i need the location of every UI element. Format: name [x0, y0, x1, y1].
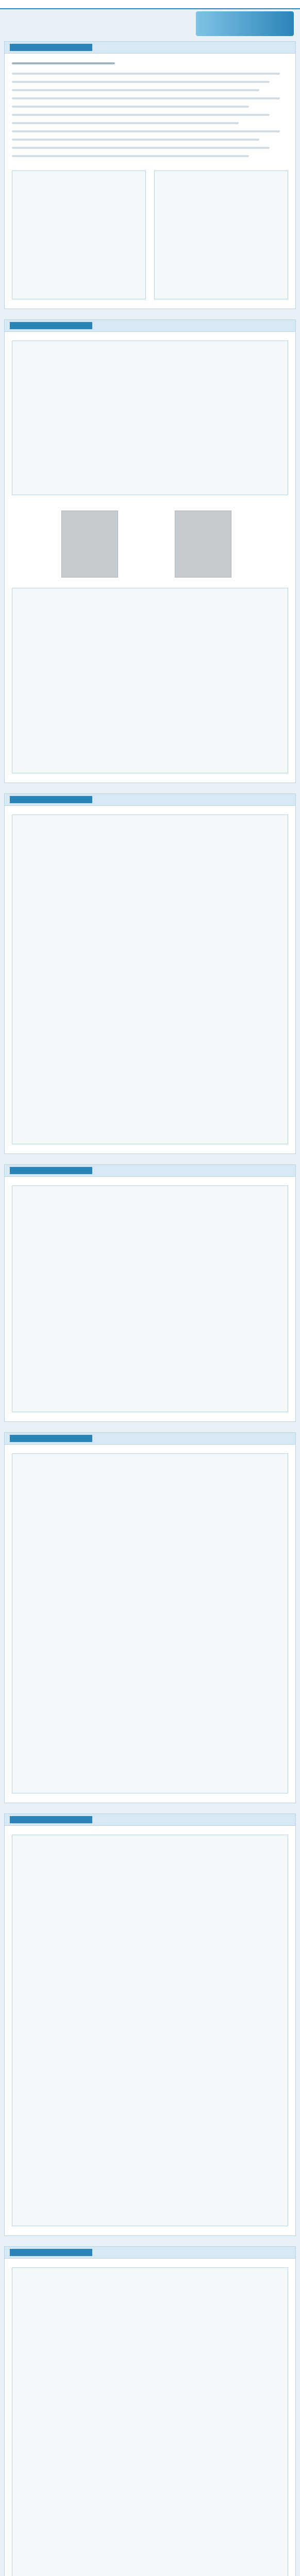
group-box	[12, 1185, 288, 1412]
section-title-placeholder	[10, 2249, 92, 2256]
header-banner-image	[196, 11, 294, 36]
section-header	[5, 320, 295, 332]
section-header	[5, 1814, 295, 1826]
prayer-section	[4, 1814, 296, 2236]
text-placeholder	[12, 114, 270, 116]
section-title-placeholder	[10, 796, 92, 803]
person-photo	[175, 511, 231, 578]
section-title-placeholder	[10, 1167, 92, 1174]
section-header	[5, 42, 295, 54]
text-placeholder	[12, 147, 270, 149]
info-box	[154, 171, 288, 299]
news-section	[4, 319, 296, 783]
info-box	[12, 171, 146, 299]
text-placeholder	[12, 130, 280, 132]
section-header	[5, 794, 295, 806]
text-placeholder	[12, 97, 280, 99]
section-title-placeholder	[10, 44, 92, 51]
text-placeholder	[12, 89, 259, 91]
news-box	[12, 341, 288, 495]
group-section	[4, 1164, 296, 1422]
text-placeholder	[12, 122, 239, 124]
announcements-box	[12, 1453, 288, 1793]
prayer-box	[12, 1835, 288, 2226]
text-placeholder	[12, 81, 270, 83]
announcements-section	[4, 1432, 296, 1803]
schedule-section	[4, 793, 296, 1154]
text-placeholder	[12, 62, 115, 64]
section-header	[5, 2247, 295, 2259]
text-placeholder	[12, 139, 259, 141]
worship-order-section	[4, 41, 296, 309]
text-placeholder	[12, 73, 280, 75]
text-placeholder	[12, 155, 249, 157]
section-title-placeholder	[10, 1816, 92, 1823]
list-box	[12, 588, 288, 773]
section-header	[5, 1433, 295, 1445]
section-header	[5, 1165, 295, 1177]
person-photo	[61, 511, 118, 578]
section-title-placeholder	[10, 322, 92, 329]
article-body	[12, 2267, 288, 2576]
section-title-placeholder	[10, 1435, 92, 1442]
text-placeholder	[12, 106, 249, 108]
schedule-box	[12, 815, 288, 1144]
top-header-bar	[0, 0, 300, 9]
article-section	[4, 2246, 296, 2576]
